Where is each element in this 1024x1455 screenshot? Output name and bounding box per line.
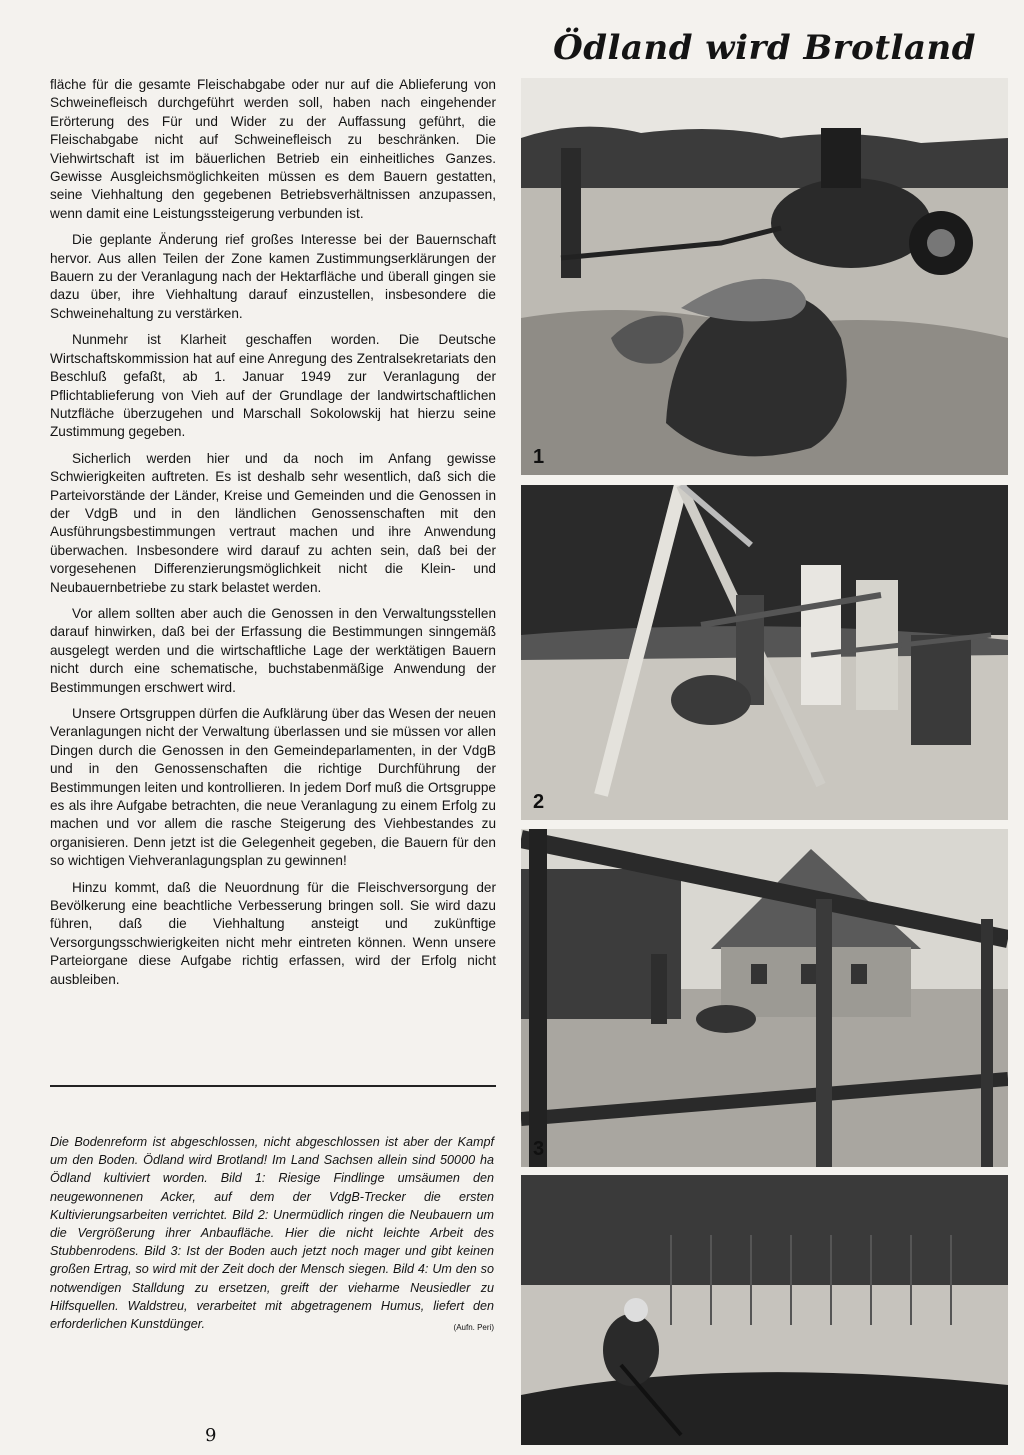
photo-4-digging	[521, 1175, 1008, 1445]
photo-2-image	[521, 485, 1008, 820]
photo-caption	[50, 1133, 494, 1337]
photo-credit: (Aufn. Peri)	[453, 1323, 494, 1333]
photo-1-tractor-field	[521, 78, 1008, 475]
photo-1-image	[521, 78, 1008, 475]
photo-3-number: 3	[533, 1138, 545, 1160]
article-body	[50, 76, 496, 997]
masthead-title: Ödland wird Brotland	[553, 28, 976, 68]
caption-text: Die Bodenreform ist abgeschlossen, nicht abgeschlossen ist aber der Kampf um den Boden. Ödland wird Brotland! Im Land Sachsen allein sind 50000 ha Ödland kultiviert worden. Bild 1: Riesige Findlinge umsäumen den neugewonnenen Acker, auf dem der VdgB-Trecker die ersten Kultivierungsarbeiten verrichtet. Bild 2: Unermüdlich ringen die Neubauern um die Vergrößerung ihrer Anbaufläche. Hier die nicht leichte Arbeit des Stubbenrodens. Bild 3: Ist der Boden auch jetzt noch mager und gibt keinen großen Ertrag, so wird mit der Zeit doch der Mensch siegen. Bild 4: Um den so notwendigen Stalldung zu ersetzen, greift der vieharme Neusiedler zu Hilfsquellen. Waldstreu, verarbeitet mit abgetragenem Humus, liefert den erforderlichen Kunstdünger.	[50, 1135, 494, 1332]
article-paragraph-3: Nunmehr ist Klarheit geschaffen worden. Die Deutsche Wirtschaftskommission hat auf eine Anregung des Zentralsekretariats den Beschluß gefaßt, ab 1. Januar 1949 zur Veranlagung der Pflichtablieferung von Vieh auf der Grundlage der landwirtschaftlichen Nutzfläche überzugehen und Marschall Sokolowskij hat hierzu seine Zustimmung gegeben.	[50, 332, 496, 440]
photo-1-number: 1	[533, 446, 545, 468]
article-paragraph-7: Hinzu kommt, daß die Neuordnung für die Fleischversorgung der Bevölkerung eine beachtliche Verbesserung bringen soll. Sie wird dazu führen, daß die Viehhaltung ansteigt und zukünftige Versorgungsschwierigkeiten nicht mehr eintreten können. Wenn unsere Parteiorgane diese Aufgabe richtig erfassen, wird der Erfolg nicht ausbleiben.	[50, 879, 496, 987]
photo-2-stump-removal	[521, 485, 1008, 820]
article-paragraph-6: Unsere Ortsgruppen dürfen die Aufklärung über das Wesen der neuen Veranlagungen nicht der Verwaltung überlassen und sie müssen vor allen Dingen durch die Genossen in den Gemeindeparlamenten, in der VdgB und in den Genossenschaften die richtige Durchführung der Bestimmungen leiten und kontrollieren. In jedem Dorf muß die Ortsgruppe es als ihre Aufgabe betrachten, die neue Veranlagung zu einem Erfolg zu machen und vor allem die rasche Steigerung des Viehbestandes zu organisieren. Denn jetzt ist die Gelegenheit gegeben, die Bauern für den so wichtigen Viehveranlagungsplan zu gewinnen!	[50, 706, 496, 869]
article-paragraph-5: Vor allem sollten aber auch die Genossen in den Verwaltungsstellen darauf hinwirken, daß bei der Erfassung die Bestimmungen sinngemäß ausgelegt werden und die wirtschaftliche Lage der werktätigen Bauern nicht durch eine schematische, buchstabenmäßige Anwendung der Bestimmungen erschwert wird.	[50, 605, 496, 695]
article-paragraph-1: fläche für die gesamte Fleischabgabe oder nur auf die Ablieferung von Schweinefleisch durchgeführt werden soll, haben nach eingehender Erörterung des Für und Wider zu der Auffassung geführt, die Fleischabgabe nicht auf Schweinefleisch zu beschränken. Die Viehwirtschaft ist im bäuerlichen Betrieb ein einheitliches Ganzes. Gewisse Ausgleichsmöglichkeiten müssen es dem Bauern gestatten, seine Viehhaltung den gegebenen Betriebsverhältnissen anzupassen, wenn damit eine Leistungssteigerung verbunden ist.	[50, 77, 496, 221]
section-divider	[50, 1085, 496, 1087]
article-paragraph-4: Sicherlich werden hier und da noch im Anfang gewisse Schwierigkeiten auftreten. Es ist deshalb sehr wesentlich, daß sich die Parteivorstände der Länder, Kreise und Gemeinden und die Genossen in der VdgB und in den ländlichen Genossenschaften mit den Ausführungsbestimmungen vertraut machen und ihre Anwendung überwachen. Insbesondere wird darauf zu achten sein, daß bei der vorgesehenen Differenzierungsmöglichkeit nicht die Klein- und Neubauernbetriebe zu stark belastet werden.	[50, 450, 496, 595]
photo-2-number: 2	[533, 791, 545, 813]
photo-4-image	[521, 1175, 1008, 1445]
page-footer-mark: 9	[205, 1425, 217, 1446]
photo-3-image	[521, 829, 1008, 1167]
photo-3-fence-house	[521, 829, 1008, 1167]
article-paragraph-2: Die geplante Änderung rief großes Interesse bei der Bauernschaft hervor. Aus allen Teilen der Zone kamen Zustimmungserklärungen der Bauern zu der Veranlagung nach der Hektarfläche und überall gingen sie dazu über, ihre Viehhaltung darauf einzustellen, insbesondere die Schweinehaltung zu verstärken.	[50, 232, 496, 321]
